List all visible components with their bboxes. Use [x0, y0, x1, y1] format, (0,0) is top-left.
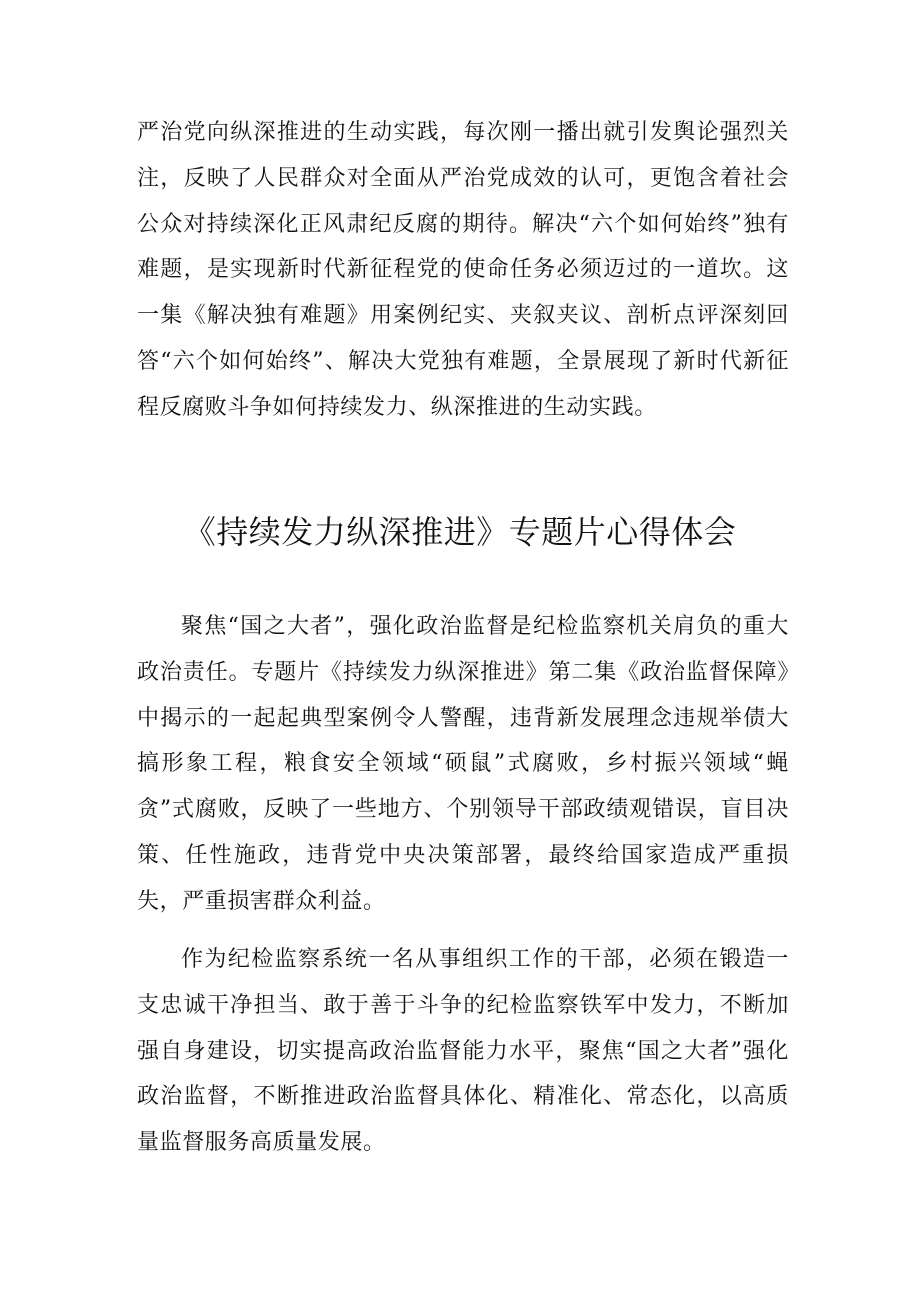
intro-paragraph: 严治党向纵深推进的生动实践，每次刚一播出就引发舆论强烈关注，反映了人民群众对全面从严治党成效的认可，更饱含着社会公众对持续深化正风肃纪反腐的期待。解决“六个如何始终”独有难题，是实现新时代新征程党的使命任务必须迈过的一道坎。这一集《解决独有难题》用案例纪实、夹叙夹议、剖析点评深刻回答“六个如何始终”、解决大党独有难题，全景展现了新时代新征程反腐败斗争如何持续发力、纵深推进的生动实践。 [137, 120, 789, 420]
body-paragraph-2: 作为纪检监察系统一名从事组织工作的干部，必须在锻造一支忠诚干净担当、敢于善于斗争的纪检监察铁军中发力，不断加强自身建设，切实提高政治监督能力水平，聚焦“国之大者”强化政治监督，不断推进政治监督具体化、精准化、常态化，以高质量监督服务高质量发展。 [137, 947, 789, 1156]
article-title: 《持续发力纵深推进》专题片心得体会 [183, 513, 737, 551]
body-paragraph-2-block [137, 937, 789, 1166]
body-paragraph-1-block [137, 604, 789, 925]
intro-section [137, 110, 789, 431]
body-paragraph-1: 聚焦“国之大者”，强化政治监督是纪检监察机关肩负的重大政治责任。专题片《持续发力纵深推进》第二集《政治监督保障》中揭示的一起起典型案例令人警醒，违背新发展理念违规举债大搞形象工程，粮食安全领域“硕鼠”式腐败，乡村振兴领域“蝇贪”式腐败，反映了一些地方、个别领导干部政绩观错误，盲目决策、任性施政，违背党中央决策部署，最终给国家造成严重损失，严重损害群众利益。 [137, 614, 789, 914]
